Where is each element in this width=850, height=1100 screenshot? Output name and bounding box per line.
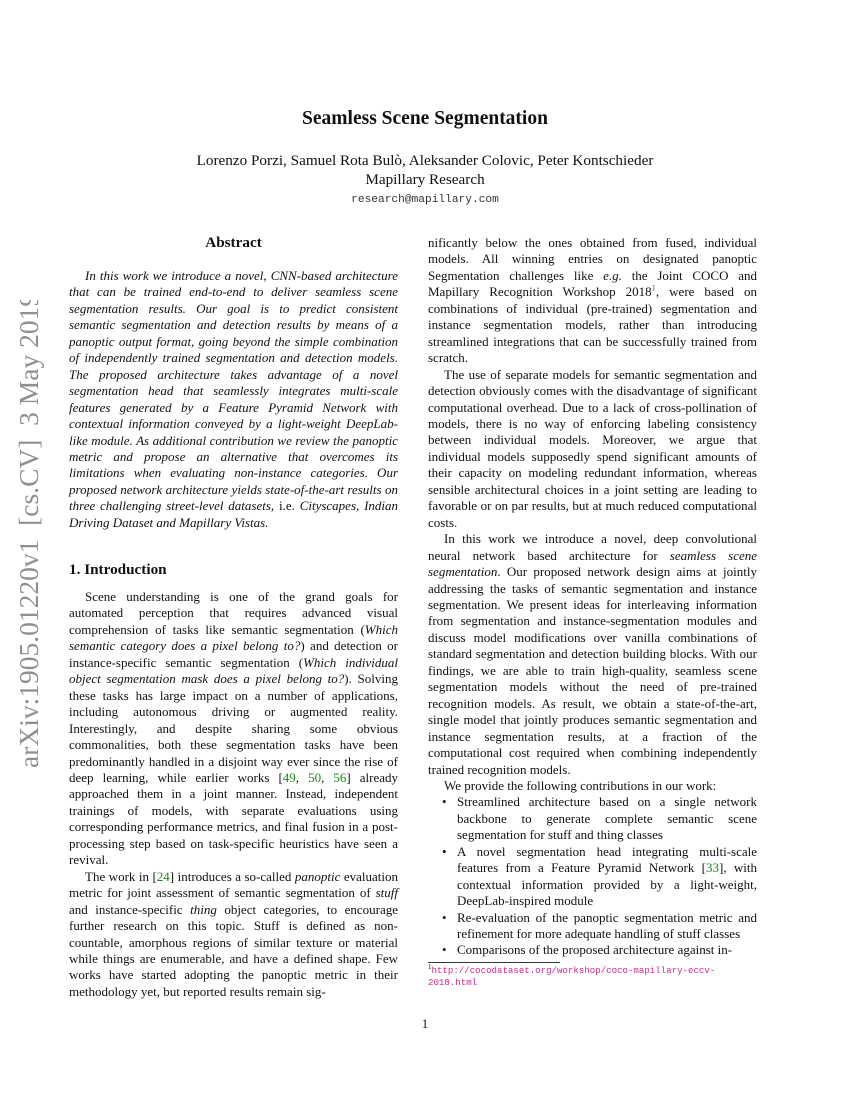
bullet-icon: • [442, 794, 447, 810]
contact-email: research@mapillary.com [351, 194, 499, 206]
paragraph: In this work we introduce a novel, deep convolutional neural network based architecture for seamless scene segmentation. Our proposed network design aims at jointly addressing the tasks of semantic segmentation and instance segmentation. We present ideas for interleaving information from segmentation and instance-segmentation modules and discuss model modifications over vanilla combinations of standard segmentation and detection building blocks. With our findings, we are able to train high-quality, seamless scene segmentation models without the need of pre-trained recognition models. As result, we obtain a state-of-the-art, single model that jointly produces semantic segmentation and instance segmentation results, at a fraction of the computational cost required when combining independently trained recognition models. [428, 531, 758, 777]
abstract-part: In this work we introduce a novel, CNN-based architecture that can be trained end-to-end to deliver seamless scene segmentation results. Our goal is to predict consistent semantic segmentation and detection results by means of a panoptic output format, going beyond the simple combination of independently trained segmentation and detection models. The proposed architecture takes advantage of a novel segmentation head that seamlessly integrates multi-scale features generated by a Feature Pyramid Network with contextual information conveyed by a light-weight DeepLab-like module. As additional contribution we review the panoptic metric and propose an alternative that overcomes its limitations when evaluating non-instance categories. Our proposed network architecture yields state-of-the-art results on three challenging street-level datasets, [69, 268, 398, 514]
arxiv-id: arXiv:1905.01220v1 [cs.CV] 3 May 2019 [13, 300, 44, 768]
paragraph: Scene understanding is one of the grand goals for automated perception that requires advanced visual comprehension of tasks like semantic segmentation (Which semantic category does a pixel belong to?) and detection or instance-specific semantic segmentation (Which individual object segmentation mask does a pixel belong to?). Solving these tasks has large impact on a number of applications, including autonomous driving or augmented reality. Interestingly, and despite sharing some obvious commonalities, both these segmentation tasks have been predominantly handled in a disjoint way ever since the rise of deep learning, while earlier works [49, 50, 56] already approached them in a joint manner. Instead, independent trainings of models, with separate evaluations using corresponding performance metrics, and final fusion in a post-processing step based on task-specific heuristics have seen a revival. [69, 589, 398, 868]
footnote-mark: 1 [428, 962, 432, 971]
abstract-ie: i.e. [278, 498, 295, 514]
bullet-icon: • [442, 843, 447, 859]
citation-link[interactable]: 49 [282, 769, 296, 785]
bullet-icon: • [442, 942, 447, 958]
contribution-list [428, 794, 757, 959]
paragraph: The use of separate models for semantic segmentation and detection obviously comes with the disadvantage of significant computational overhead. Due to a lack of cross-pollination of models, there is no way of enforcing labeling consistency between individual models. Moreover, we argue that individual models supposedly spend significant amounts of their capacity on modeling redundant information, whereas sensible architectural choices in a joint setting are leading to favorable or on par results, but at much reduced computational costs. [428, 366, 757, 530]
introduction-text [69, 589, 398, 1000]
arxiv-stamp-svg [8, 300, 48, 770]
citation-link[interactable]: 56 [333, 769, 347, 785]
footnote-link[interactable]: 1 [651, 283, 656, 294]
citation-link[interactable]: 24 [156, 868, 170, 884]
affiliation: Mapillary Research [365, 171, 485, 188]
paper-title: Seamless Scene Segmentation [302, 108, 548, 129]
paragraph: We provide the following contributions in our work: [444, 777, 717, 793]
section-heading-introduction: 1. Introduction [69, 561, 167, 578]
paragraph: The work in [24] introduces a so-called panoptic evaluation metric for joint assessment of semantic segmentation of stuff and instance-specific thing object categories, to encourage further research on this topic. Stuff is defined as non-countable, amorphous regions of similar texture or material while things are enumerable, and have a defined shape. Few works have started adopting the panoptic metric in their methodology yet, but reported results remain sig- [69, 868, 399, 999]
paragraph: nificantly below the ones obtained from fused, individual models. All winning entries on designated panoptic Segmentation challenges like e.g. the Joint COCO and Mapillary Recognition Workshop 2018$^1$, were based on combinations of individual (pre-trained) segmentation and instance segmentation models, rather than introducing streamlined integrations that can be successfully trained from scratch. [428, 235, 758, 366]
list-item: • Re-evaluation of the panoptic segmentation metric and refinement for more adequate handling of stuff classes [442, 909, 757, 942]
footnote-url[interactable]: http://cocodataset.org/workshop/coco-mapillary-eccv-2018.html [428, 965, 716, 988]
list-item: • Streamlined architecture based on a single network backbone to generate complete semantic scene segmentation for stuff and thing classes [442, 794, 757, 843]
citation-link[interactable]: 33 [705, 860, 719, 876]
abstract-heading: Abstract [205, 234, 262, 251]
abstract-part: Cityscapes, Indian Driving Dataset and Mapillary Vistas. [69, 498, 399, 530]
footnote-divider [428, 962, 560, 963]
author-list: Lorenzo Porzi, Samuel Rota Bulò, Aleksander Colovic, Peter Kontschieder [196, 152, 654, 169]
author-block [0, 151, 850, 189]
list-item: • Comparisons of the proposed architecture against in- [442, 942, 733, 958]
abstract-text [69, 268, 398, 531]
page-number: 1 [421, 1016, 429, 1031]
citation-link[interactable]: 50 [308, 769, 322, 785]
list-item: • A novel segmentation head integrating multi-scale features from a Feature Pyramid Network [33], with contextual information provided by a light-weight, DeepLab-inspired module [442, 843, 757, 909]
right-column-text [428, 235, 757, 959]
bullet-icon: • [442, 909, 447, 925]
arxiv-stamp [8, 300, 48, 770]
footnote [428, 962, 757, 989]
